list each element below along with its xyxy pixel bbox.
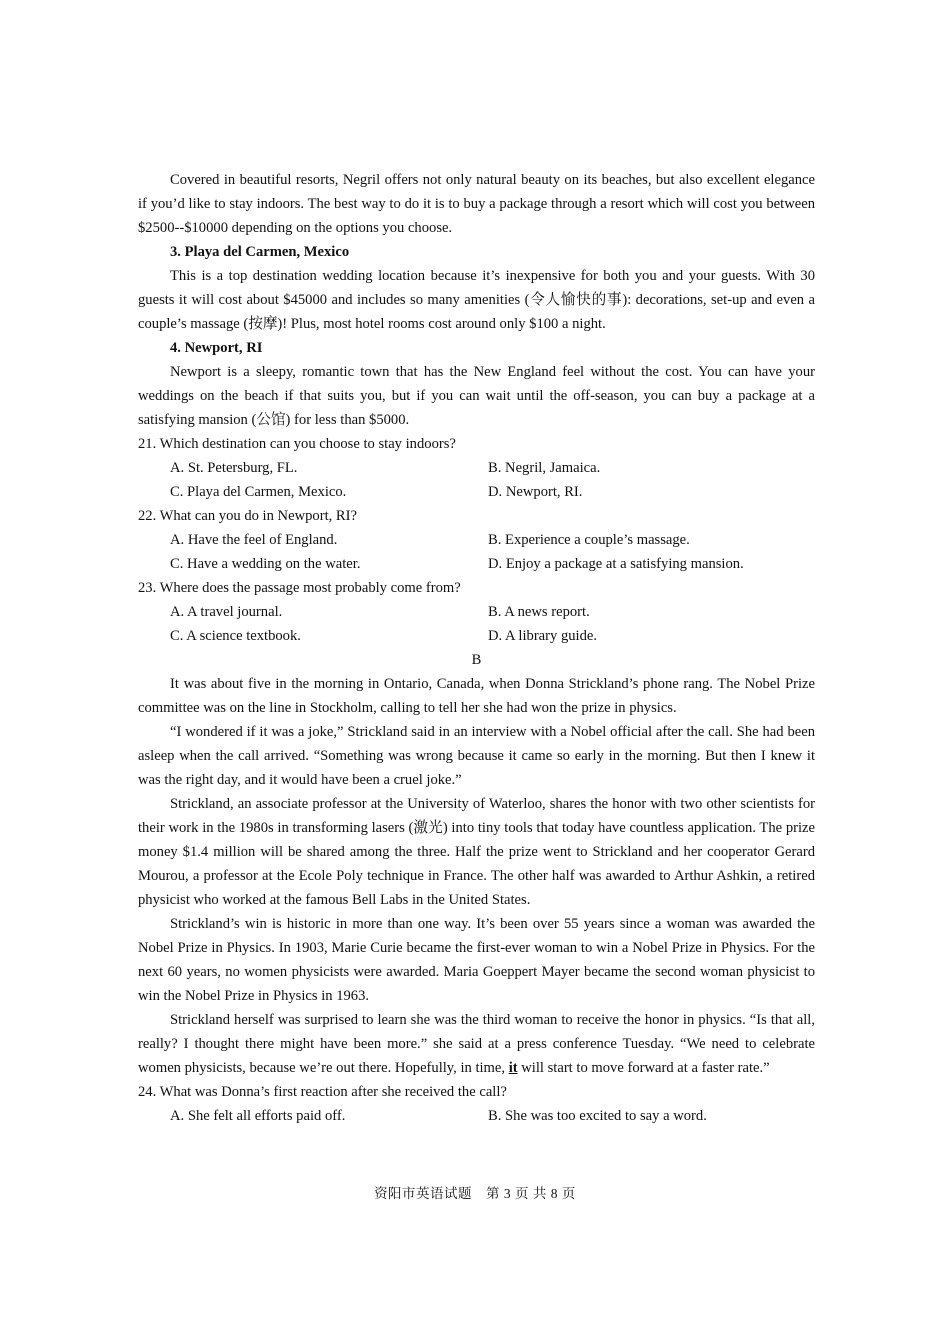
option-b: B. Negril, Jamaica. xyxy=(488,460,601,476)
paragraph-b1: It was about five in the morning in Ontario, Canada, when Donna Strickland’s phone rang. The Nobel Prize committee was on the line in Stockholm, calling to tell her she had won the prize in physics. xyxy=(138,676,815,716)
question-24-options-row-1 xyxy=(138,1104,815,1128)
paragraph-negril: Covered in beautiful resorts, Negril offers not only natural beauty on its beaches, but also excellent elegance if you’d like to stay indoors. The best way to do it is to buy a package through a resort which will cost you between $2500--$10000 depending on the options you choose. xyxy=(138,172,815,236)
question-23-options-row-2 xyxy=(138,624,815,648)
paragraph-b5 xyxy=(138,1008,815,1080)
question-23: 23. Where does the passage most probably come from? xyxy=(138,580,461,596)
paragraph-newport: Newport is a sleepy, romantic town that has the New England feel without the cost. You can have your weddings on the beach if that suits you, but if you can wait until the off-season, you can buy a package at a satisfying mansion (公馆) for less than $5000. xyxy=(138,364,815,428)
question-22-options-row-2 xyxy=(138,552,815,576)
question-21-options-row-2 xyxy=(138,480,815,504)
page-footer: 资阳市英语试题 第 3 页 共 8 页 xyxy=(374,1186,576,1201)
question-21-options-row-1 xyxy=(138,456,815,480)
option-b: B. A news report. xyxy=(488,604,590,620)
option-d: D. Enjoy a package at a satisfying mansion. xyxy=(488,556,744,572)
heading-newport: 4. Newport, RI xyxy=(170,340,263,356)
question-24: 24. What was Donna’s first reaction after she received the call? xyxy=(138,1084,507,1100)
question-23-options-row-1 xyxy=(138,600,815,624)
section-b-label: B xyxy=(471,652,482,668)
option-a: A. A travel journal. xyxy=(170,604,283,620)
paragraph-b5-after: will start to move forward at a faster rate.” xyxy=(517,1060,770,1076)
paragraph-playa-del-carmen: This is a top destination wedding location because it’s inexpensive for both you and your guests. With 30 guests it will cost about $45000 and includes so many amenities (令人愉快的事): decorations, set-up and even a couple’s massage (按摩)! Plus, most hotel rooms cost around only $100 a night. xyxy=(138,268,815,332)
option-d: D. A library guide. xyxy=(488,628,598,644)
paragraph-b5-before: Strickland herself was surprised to learn she was the third woman to receive the honor in physics. “Is that all, really? I thought there might have been more.” she said at a press conference Tuesday. “We need to celebrate women physicists, because we’re out there. Hopefully, in time, xyxy=(138,1012,815,1076)
exam-page xyxy=(138,168,815,1128)
paragraph-b4: Strickland’s win is historic in more than one way. It’s been over 55 years since a woman was awarded the Nobel Prize in Physics. In 1903, Marie Curie became the first-ever woman to win a Nobel Prize in Physics. For the next 60 years, no women physicists were awarded. Maria Goeppert Mayer became the second woman physicist to win the Nobel Prize in Physics in 1963. xyxy=(138,916,815,1004)
option-a: A. St. Petersburg, FL. xyxy=(170,460,298,476)
underlined-word-it: it xyxy=(508,1060,518,1076)
heading-playa-del-carmen: 3. Playa del Carmen, Mexico xyxy=(170,244,350,260)
option-c: C. A science textbook. xyxy=(170,628,301,644)
question-22: 22. What can you do in Newport, RI? xyxy=(138,508,357,524)
option-c: C. Have a wedding on the water. xyxy=(170,556,361,572)
question-21: 21. Which destination can you choose to stay indoors? xyxy=(138,436,456,452)
option-b: B. She was too excited to say a word. xyxy=(488,1108,707,1124)
question-22-options-row-1 xyxy=(138,528,815,552)
option-a: A. She felt all efforts paid off. xyxy=(170,1108,346,1124)
option-c: C. Playa del Carmen, Mexico. xyxy=(170,484,347,500)
option-b: B. Experience a couple’s massage. xyxy=(488,532,690,548)
paragraph-b3: Strickland, an associate professor at the University of Waterloo, shares the honor with two other scientists for their work in the 1980s in transforming lasers (激光) into tiny tools that today have countless application. The prize money $1.4 million will be shared among the three. Half the prize went to Strickland and her cooperator Gerard Mourou, a professor at the Ecole Poly technique in France. The other half was awarded to Arthur Ashkin, a retired physicist who worked at the famous Bell Labs in the United States. xyxy=(138,796,815,908)
option-d: D. Newport, RI. xyxy=(488,484,583,500)
option-a: A. Have the feel of England. xyxy=(170,532,338,548)
paragraph-b2: “I wondered if it was a joke,” Strickland said in an interview with a Nobel official after the call. She had been asleep when the call arrived. “Something was wrong because it came so early in the morning. But then I knew it was the right day, and it would have been a cruel joke.” xyxy=(138,724,815,788)
